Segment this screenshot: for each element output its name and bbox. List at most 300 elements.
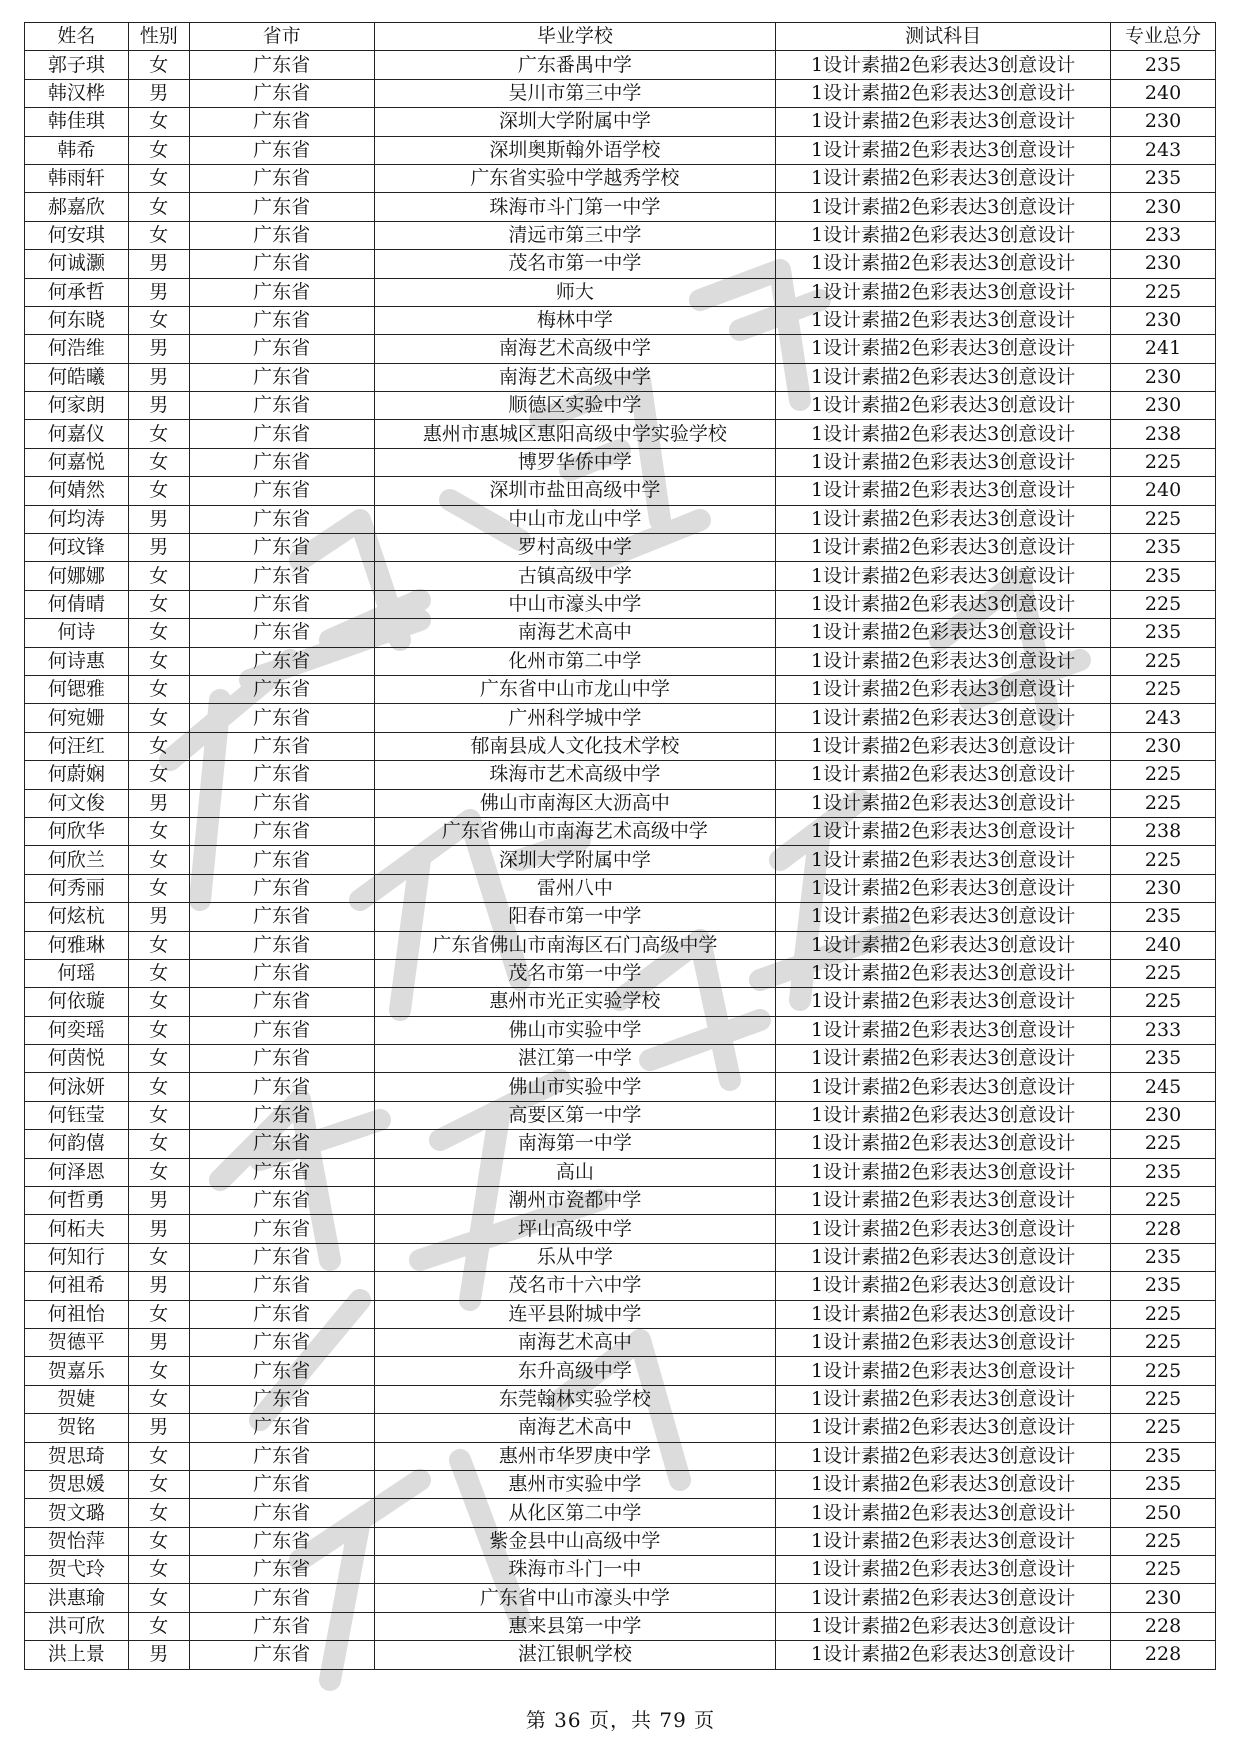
cell-name: 洪可欣 xyxy=(25,1612,129,1640)
cell-gender: 女 xyxy=(128,1101,189,1129)
cell-school: 南海艺术高中 xyxy=(374,1328,776,1356)
cell-school: 高要区第一中学 xyxy=(374,1101,776,1129)
cell-province: 广东省 xyxy=(189,335,374,363)
cell-total-score: 225 xyxy=(1111,1385,1216,1413)
cell-school: 广东省佛山市南海区石门高级中学 xyxy=(374,931,776,959)
cell-gender: 女 xyxy=(128,1499,189,1527)
cell-gender: 女 xyxy=(128,1612,189,1640)
cell-total-score: 240 xyxy=(1111,931,1216,959)
table-row xyxy=(25,1357,1216,1385)
cell-total-score: 225 xyxy=(1111,789,1216,817)
cell-total-score: 235 xyxy=(1111,164,1216,192)
cell-name: 何欣兰 xyxy=(25,846,129,874)
cell-gender: 女 xyxy=(128,732,189,760)
table-row xyxy=(25,1499,1216,1527)
cell-gender: 女 xyxy=(128,477,189,505)
cell-school: 深圳大学附属中学 xyxy=(374,108,776,136)
table-row xyxy=(25,108,1216,136)
cell-gender: 女 xyxy=(128,108,189,136)
cell-total-score: 225 xyxy=(1111,1300,1216,1328)
cell-name: 韩汉桦 xyxy=(25,79,129,107)
cell-total-score: 225 xyxy=(1111,278,1216,306)
cell-province: 广东省 xyxy=(189,136,374,164)
table-row xyxy=(25,1300,1216,1328)
cell-name: 何安琪 xyxy=(25,221,129,249)
table-row xyxy=(25,619,1216,647)
cell-school: 惠州市华罗庚中学 xyxy=(374,1442,776,1470)
cell-name: 何知行 xyxy=(25,1243,129,1271)
cell-gender: 女 xyxy=(128,1045,189,1073)
table-body xyxy=(25,51,1216,1669)
cell-name: 洪惠瑜 xyxy=(25,1584,129,1612)
table-row xyxy=(25,761,1216,789)
cell-gender: 男 xyxy=(128,1328,189,1356)
cell-gender: 男 xyxy=(128,1641,189,1669)
cell-total-score: 240 xyxy=(1111,477,1216,505)
cell-name: 何婧然 xyxy=(25,477,129,505)
cell-subjects: 1设计素描2色彩表达3创意设计 xyxy=(776,193,1111,221)
roster-table xyxy=(24,22,1216,1670)
cell-school: 深圳奥斯翰外语学校 xyxy=(374,136,776,164)
cell-total-score: 225 xyxy=(1111,1414,1216,1442)
cell-gender: 女 xyxy=(128,1158,189,1186)
cell-gender: 男 xyxy=(128,1215,189,1243)
cell-name: 贺弋玲 xyxy=(25,1556,129,1584)
cell-subjects: 1设计素描2色彩表达3创意设计 xyxy=(776,1101,1111,1129)
cell-subjects: 1设计素描2色彩表达3创意设计 xyxy=(776,988,1111,1016)
cell-gender: 男 xyxy=(128,789,189,817)
cell-province: 广东省 xyxy=(189,448,374,476)
cell-school: 深圳大学附属中学 xyxy=(374,846,776,874)
cell-province: 广东省 xyxy=(189,1414,374,1442)
cell-school: 南海艺术高级中学 xyxy=(374,335,776,363)
table-row xyxy=(25,988,1216,1016)
cell-subjects: 1设计素描2色彩表达3创意设计 xyxy=(776,1357,1111,1385)
cell-school: 南海第一中学 xyxy=(374,1130,776,1158)
table-row xyxy=(25,903,1216,931)
cell-province: 广东省 xyxy=(189,193,374,221)
cell-province: 广东省 xyxy=(189,250,374,278)
cell-total-score: 230 xyxy=(1111,108,1216,136)
cell-subjects: 1设计素描2色彩表达3创意设计 xyxy=(776,278,1111,306)
cell-total-score: 235 xyxy=(1111,619,1216,647)
cell-gender: 男 xyxy=(128,335,189,363)
cell-province: 广东省 xyxy=(189,306,374,334)
table-row xyxy=(25,1016,1216,1044)
cell-subjects: 1设计素描2色彩表达3创意设计 xyxy=(776,108,1111,136)
cell-subjects: 1设计素描2色彩表达3创意设计 xyxy=(776,1328,1111,1356)
cell-total-score: 230 xyxy=(1111,1584,1216,1612)
cell-total-score: 225 xyxy=(1111,988,1216,1016)
cell-subjects: 1设计素描2色彩表达3创意设计 xyxy=(776,448,1111,476)
cell-subjects: 1设计素描2色彩表达3创意设计 xyxy=(776,420,1111,448)
cell-subjects: 1设计素描2色彩表达3创意设计 xyxy=(776,562,1111,590)
cell-school: 茂名市第一中学 xyxy=(374,959,776,987)
cell-gender: 男 xyxy=(128,505,189,533)
cell-name: 何浩维 xyxy=(25,335,129,363)
cell-school: 清远市第三中学 xyxy=(374,221,776,249)
cell-school: 惠州市实验中学 xyxy=(374,1470,776,1498)
cell-gender: 女 xyxy=(128,761,189,789)
cell-gender: 女 xyxy=(128,1300,189,1328)
cell-province: 广东省 xyxy=(189,1272,374,1300)
cell-name: 何宛姗 xyxy=(25,704,129,732)
cell-name: 贺文璐 xyxy=(25,1499,129,1527)
cell-total-score: 230 xyxy=(1111,363,1216,391)
cell-gender: 女 xyxy=(128,1442,189,1470)
cell-subjects: 1设计素描2色彩表达3创意设计 xyxy=(776,1470,1111,1498)
cell-school: 乐从中学 xyxy=(374,1243,776,1271)
cell-total-score: 235 xyxy=(1111,1470,1216,1498)
cell-name: 贺铭 xyxy=(25,1414,129,1442)
cell-subjects: 1设计素描2色彩表达3创意设计 xyxy=(776,874,1111,902)
cell-school: 中山市濠头中学 xyxy=(374,590,776,618)
cell-province: 广东省 xyxy=(189,1641,374,1669)
cell-province: 广东省 xyxy=(189,363,374,391)
cell-school: 罗村高级中学 xyxy=(374,534,776,562)
table-row xyxy=(25,1470,1216,1498)
cell-subjects: 1设计素描2色彩表达3创意设计 xyxy=(776,1584,1111,1612)
header-name: 姓名 xyxy=(25,23,129,51)
cell-gender: 男 xyxy=(128,79,189,107)
cell-province: 广东省 xyxy=(189,79,374,107)
cell-subjects: 1设计素描2色彩表达3创意设计 xyxy=(776,1130,1111,1158)
cell-name: 郝嘉欣 xyxy=(25,193,129,221)
cell-province: 广东省 xyxy=(189,1215,374,1243)
cell-total-score: 233 xyxy=(1111,221,1216,249)
table-row xyxy=(25,363,1216,391)
cell-gender: 男 xyxy=(128,392,189,420)
cell-gender: 女 xyxy=(128,675,189,703)
cell-province: 广东省 xyxy=(189,1016,374,1044)
cell-school: 珠海市斗门第一中学 xyxy=(374,193,776,221)
cell-school: 珠海市斗门一中 xyxy=(374,1556,776,1584)
cell-province: 广东省 xyxy=(189,817,374,845)
cell-subjects: 1设计素描2色彩表达3创意设计 xyxy=(776,732,1111,760)
cell-province: 广东省 xyxy=(189,392,374,420)
cell-school: 茂名市第一中学 xyxy=(374,250,776,278)
cell-province: 广东省 xyxy=(189,1130,374,1158)
table-row xyxy=(25,1045,1216,1073)
cell-name: 贺思琦 xyxy=(25,1442,129,1470)
table-row xyxy=(25,420,1216,448)
cell-school: 师大 xyxy=(374,278,776,306)
cell-subjects: 1设计素描2色彩表达3创意设计 xyxy=(776,250,1111,278)
cell-province: 广东省 xyxy=(189,1187,374,1215)
cell-province: 广东省 xyxy=(189,505,374,533)
cell-name: 何诚灏 xyxy=(25,250,129,278)
table-row xyxy=(25,448,1216,476)
cell-gender: 女 xyxy=(128,221,189,249)
table-header-row xyxy=(25,23,1216,51)
cell-gender: 女 xyxy=(128,1243,189,1271)
cell-gender: 女 xyxy=(128,51,189,79)
cell-total-score: 225 xyxy=(1111,448,1216,476)
cell-name: 何雅琳 xyxy=(25,931,129,959)
table-row xyxy=(25,1158,1216,1186)
table-row xyxy=(25,704,1216,732)
cell-total-score: 225 xyxy=(1111,1527,1216,1555)
cell-school: 广东省佛山市南海艺术高级中学 xyxy=(374,817,776,845)
table-row xyxy=(25,562,1216,590)
cell-name: 贺思媛 xyxy=(25,1470,129,1498)
header-school: 毕业学校 xyxy=(374,23,776,51)
cell-total-score: 225 xyxy=(1111,959,1216,987)
cell-gender: 女 xyxy=(128,1357,189,1385)
cell-gender: 女 xyxy=(128,1556,189,1584)
cell-province: 广东省 xyxy=(189,732,374,760)
cell-school: 古镇高级中学 xyxy=(374,562,776,590)
cell-school: 惠州市光正实验学校 xyxy=(374,988,776,1016)
table-row xyxy=(25,817,1216,845)
cell-total-score: 230 xyxy=(1111,193,1216,221)
cell-subjects: 1设计素描2色彩表达3创意设计 xyxy=(776,590,1111,618)
cell-school: 吴川市第三中学 xyxy=(374,79,776,107)
cell-subjects: 1设计素描2色彩表达3创意设计 xyxy=(776,534,1111,562)
cell-school: 惠来县第一中学 xyxy=(374,1612,776,1640)
cell-subjects: 1设计素描2色彩表达3创意设计 xyxy=(776,761,1111,789)
cell-school: 东莞翰林实验学校 xyxy=(374,1385,776,1413)
cell-school: 梅林中学 xyxy=(374,306,776,334)
cell-subjects: 1设计素描2色彩表达3创意设计 xyxy=(776,164,1111,192)
cell-province: 广东省 xyxy=(189,590,374,618)
cell-province: 广东省 xyxy=(189,1584,374,1612)
cell-total-score: 228 xyxy=(1111,1612,1216,1640)
cell-name: 何文俊 xyxy=(25,789,129,817)
cell-province: 广东省 xyxy=(189,1470,374,1498)
table-row xyxy=(25,534,1216,562)
cell-province: 广东省 xyxy=(189,675,374,703)
cell-subjects: 1设计素描2色彩表达3创意设计 xyxy=(776,789,1111,817)
cell-gender: 女 xyxy=(128,1016,189,1044)
cell-subjects: 1设计素描2色彩表达3创意设计 xyxy=(776,51,1111,79)
cell-total-score: 225 xyxy=(1111,1328,1216,1356)
table-row xyxy=(25,675,1216,703)
cell-name: 何泳妍 xyxy=(25,1073,129,1101)
table-row xyxy=(25,1527,1216,1555)
table-row xyxy=(25,164,1216,192)
cell-total-score: 243 xyxy=(1111,136,1216,164)
table-row xyxy=(25,335,1216,363)
cell-school: 南海艺术高级中学 xyxy=(374,363,776,391)
table-row xyxy=(25,306,1216,334)
cell-name: 何茵悦 xyxy=(25,1045,129,1073)
cell-province: 广东省 xyxy=(189,988,374,1016)
cell-total-score: 241 xyxy=(1111,335,1216,363)
cell-subjects: 1设计素描2色彩表达3创意设计 xyxy=(776,1045,1111,1073)
cell-school: 博罗华侨中学 xyxy=(374,448,776,476)
cell-gender: 男 xyxy=(128,903,189,931)
table-row xyxy=(25,79,1216,107)
cell-total-score: 230 xyxy=(1111,250,1216,278)
cell-name: 何蔚娴 xyxy=(25,761,129,789)
cell-total-score: 240 xyxy=(1111,79,1216,107)
cell-total-score: 225 xyxy=(1111,1556,1216,1584)
cell-province: 广东省 xyxy=(189,1499,374,1527)
cell-subjects: 1设计素描2色彩表达3创意设计 xyxy=(776,1556,1111,1584)
cell-province: 广东省 xyxy=(189,1556,374,1584)
cell-total-score: 230 xyxy=(1111,392,1216,420)
cell-school: 连平县附城中学 xyxy=(374,1300,776,1328)
cell-subjects: 1设计素描2色彩表达3创意设计 xyxy=(776,1272,1111,1300)
cell-total-score: 225 xyxy=(1111,846,1216,874)
cell-school: 湛江第一中学 xyxy=(374,1045,776,1073)
cell-province: 广东省 xyxy=(189,704,374,732)
cell-name: 贺德平 xyxy=(25,1328,129,1356)
cell-gender: 女 xyxy=(128,1073,189,1101)
table-row xyxy=(25,789,1216,817)
cell-province: 广东省 xyxy=(189,1527,374,1555)
cell-name: 何奕瑶 xyxy=(25,1016,129,1044)
table-row xyxy=(25,392,1216,420)
cell-subjects: 1设计素描2色彩表达3创意设计 xyxy=(776,392,1111,420)
cell-total-score: 225 xyxy=(1111,1357,1216,1385)
cell-school: 广东省中山市龙山中学 xyxy=(374,675,776,703)
cell-province: 广东省 xyxy=(189,761,374,789)
cell-name: 韩雨轩 xyxy=(25,164,129,192)
cell-gender: 女 xyxy=(128,619,189,647)
cell-gender: 女 xyxy=(128,136,189,164)
cell-name: 何瑶 xyxy=(25,959,129,987)
cell-name: 何炫杭 xyxy=(25,903,129,931)
cell-total-score: 230 xyxy=(1111,874,1216,902)
cell-total-score: 235 xyxy=(1111,1272,1216,1300)
cell-total-score: 225 xyxy=(1111,647,1216,675)
cell-gender: 男 xyxy=(128,250,189,278)
cell-subjects: 1设计素描2色彩表达3创意设计 xyxy=(776,477,1111,505)
cell-name: 何依璇 xyxy=(25,988,129,1016)
table-row xyxy=(25,477,1216,505)
cell-gender: 女 xyxy=(128,931,189,959)
cell-province: 广东省 xyxy=(189,1073,374,1101)
cell-subjects: 1设计素描2色彩表达3创意设计 xyxy=(776,959,1111,987)
cell-school: 顺德区实验中学 xyxy=(374,392,776,420)
cell-province: 广东省 xyxy=(189,959,374,987)
cell-name: 何皓曦 xyxy=(25,363,129,391)
cell-gender: 女 xyxy=(128,590,189,618)
cell-province: 广东省 xyxy=(189,647,374,675)
table-row xyxy=(25,278,1216,306)
cell-total-score: 235 xyxy=(1111,562,1216,590)
table-row xyxy=(25,846,1216,874)
cell-province: 广东省 xyxy=(189,477,374,505)
table-row xyxy=(25,1584,1216,1612)
cell-total-score: 238 xyxy=(1111,817,1216,845)
cell-subjects: 1设计素描2色彩表达3创意设计 xyxy=(776,335,1111,363)
cell-subjects: 1设计素描2色彩表达3创意设计 xyxy=(776,1527,1111,1555)
cell-gender: 女 xyxy=(128,1130,189,1158)
header-province: 省市 xyxy=(189,23,374,51)
cell-subjects: 1设计素描2色彩表达3创意设计 xyxy=(776,1300,1111,1328)
table-row xyxy=(25,250,1216,278)
table-row xyxy=(25,1215,1216,1243)
cell-gender: 女 xyxy=(128,562,189,590)
cell-subjects: 1设计素描2色彩表达3创意设计 xyxy=(776,136,1111,164)
cell-subjects: 1设计素描2色彩表达3创意设计 xyxy=(776,79,1111,107)
cell-total-score: 235 xyxy=(1111,51,1216,79)
cell-total-score: 235 xyxy=(1111,1442,1216,1470)
cell-name: 何家朗 xyxy=(25,392,129,420)
cell-total-score: 225 xyxy=(1111,761,1216,789)
cell-province: 广东省 xyxy=(189,51,374,79)
cell-name: 贺婕 xyxy=(25,1385,129,1413)
cell-name: 何韵僖 xyxy=(25,1130,129,1158)
cell-subjects: 1设计素描2色彩表达3创意设计 xyxy=(776,306,1111,334)
cell-subjects: 1设计素描2色彩表达3创意设计 xyxy=(776,363,1111,391)
cell-total-score: 235 xyxy=(1111,534,1216,562)
table-row xyxy=(25,1612,1216,1640)
table-row xyxy=(25,221,1216,249)
cell-province: 广东省 xyxy=(189,1612,374,1640)
cell-province: 广东省 xyxy=(189,846,374,874)
cell-gender: 女 xyxy=(128,193,189,221)
cell-name: 何倩晴 xyxy=(25,590,129,618)
cell-gender: 男 xyxy=(128,1414,189,1442)
cell-gender: 女 xyxy=(128,959,189,987)
cell-province: 广东省 xyxy=(189,931,374,959)
table-row xyxy=(25,1328,1216,1356)
cell-name: 何秀丽 xyxy=(25,874,129,902)
cell-gender: 女 xyxy=(128,647,189,675)
table-row xyxy=(25,1130,1216,1158)
cell-name: 何玟锋 xyxy=(25,534,129,562)
cell-gender: 女 xyxy=(128,420,189,448)
cell-school: 紫金县中山高级中学 xyxy=(374,1527,776,1555)
cell-province: 广东省 xyxy=(189,1045,374,1073)
cell-gender: 女 xyxy=(128,164,189,192)
cell-province: 广东省 xyxy=(189,1385,374,1413)
cell-gender: 女 xyxy=(128,1470,189,1498)
cell-school: 茂名市十六中学 xyxy=(374,1272,776,1300)
cell-name: 韩佳琪 xyxy=(25,108,129,136)
cell-name: 何锶雅 xyxy=(25,675,129,703)
cell-name: 韩希 xyxy=(25,136,129,164)
cell-school: 中山市龙山中学 xyxy=(374,505,776,533)
table-row xyxy=(25,931,1216,959)
cell-name: 郭子琪 xyxy=(25,51,129,79)
cell-name: 何欣华 xyxy=(25,817,129,845)
cell-name: 贺嘉乐 xyxy=(25,1357,129,1385)
cell-name: 何祖希 xyxy=(25,1272,129,1300)
cell-school: 广东省实验中学越秀学校 xyxy=(374,164,776,192)
cell-province: 广东省 xyxy=(189,534,374,562)
cell-total-score: 235 xyxy=(1111,1243,1216,1271)
cell-total-score: 235 xyxy=(1111,1045,1216,1073)
cell-name: 何哲勇 xyxy=(25,1187,129,1215)
table-row xyxy=(25,51,1216,79)
cell-total-score: 235 xyxy=(1111,903,1216,931)
cell-school: 珠海市艺术高级中学 xyxy=(374,761,776,789)
table-row xyxy=(25,1243,1216,1271)
cell-name: 何娜娜 xyxy=(25,562,129,590)
table-row xyxy=(25,732,1216,760)
cell-school: 坪山高级中学 xyxy=(374,1215,776,1243)
cell-subjects: 1设计素描2色彩表达3创意设计 xyxy=(776,1187,1111,1215)
table-row xyxy=(25,1414,1216,1442)
cell-gender: 男 xyxy=(128,1272,189,1300)
table-row xyxy=(25,1101,1216,1129)
cell-subjects: 1设计素描2色彩表达3创意设计 xyxy=(776,1442,1111,1470)
cell-province: 广东省 xyxy=(189,562,374,590)
table-row xyxy=(25,1073,1216,1101)
cell-subjects: 1设计素描2色彩表达3创意设计 xyxy=(776,1215,1111,1243)
cell-province: 广东省 xyxy=(189,164,374,192)
cell-school: 化州市第二中学 xyxy=(374,647,776,675)
cell-gender: 男 xyxy=(128,278,189,306)
cell-total-score: 225 xyxy=(1111,590,1216,618)
cell-gender: 女 xyxy=(128,1527,189,1555)
cell-school: 东升高级中学 xyxy=(374,1357,776,1385)
